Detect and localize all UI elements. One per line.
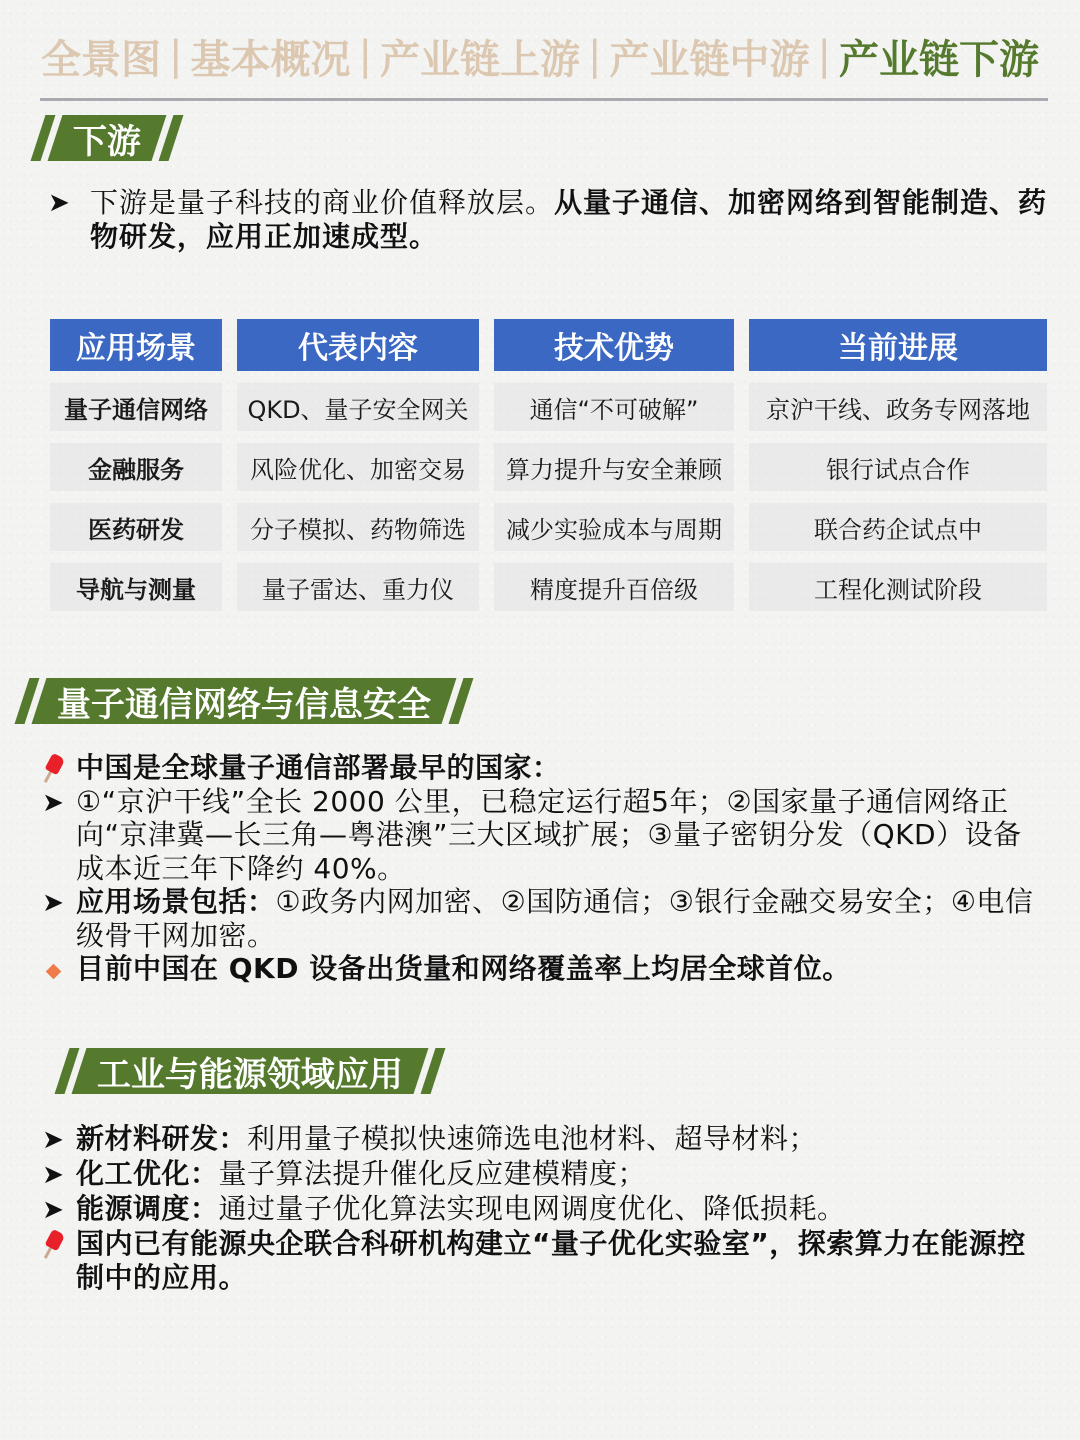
table-cell: 通信“不可破解” [494,383,734,431]
badge-title: 工业与能源领域应用 [97,1054,403,1095]
badge-body [32,678,457,724]
section-badge-industry-energy [62,1048,438,1094]
item-bold-text: 应用场景包括： [76,885,276,918]
header-divider [40,98,1048,101]
nav-tab-downstream[interactable]: 产业链下游 [838,36,1039,83]
badge-title: 量子通信网络与信息安全 [57,684,431,725]
item-bold-text: 目前中国在 QKD 设备出货量和网络覆盖率上均居全球首位。 [76,952,851,985]
table-header-progress: 当前进展 [749,319,1047,371]
nav-tab-basics[interactable]: 基本概况 [190,36,351,83]
nav-tab-midstream[interactable]: 产业链中游 [609,36,810,83]
arrow-icon: ➤ [42,1195,64,1225]
table-cell: 分子模拟、药物筛选 [237,503,479,551]
pushpin-icon [30,751,76,785]
table-cell: 减少实验成本与周期 [494,503,734,551]
item-text: 通过量子优化算法实现电网调度优化、降低损耗。 [218,1192,846,1225]
list-item [30,885,1040,952]
pushpin-icon [30,1227,76,1294]
list-item [30,1192,1040,1227]
intro-bold-text: 从量子通信、加密网络到智能制造、药物研发，应用正加速成型。 [90,186,1048,253]
arrow-icon: ➤ [42,1160,64,1190]
table-header-scenario: 应用场景 [50,319,222,371]
table-cell: 量子通信网络 [50,383,222,431]
section-badge-downstream [38,115,176,161]
arrow-icon: ➤ [42,888,64,918]
table-cell: 导航与测量 [50,563,222,611]
item-text: 量子算法提升催化反应建模精度； [218,1157,647,1190]
item-text: ①政务内网加密、②国防通信；③银行金融交易安全；④电信级骨干网加密。 [76,885,1034,952]
quantum-comm-list [30,751,1040,986]
table-header-advantage: 技术优势 [494,319,734,371]
section-badge-quantum-comm [22,678,466,724]
table-header-content: 代表内容 [237,319,479,371]
table-cell: QKD、量子安全网关 [237,383,479,431]
item-bold-text: 能源调度： [76,1192,219,1225]
list-item [30,1227,1040,1294]
arrow-icon: ➤ [48,188,70,218]
table-cell: 工程化测试阶段 [749,563,1047,611]
item-text: ①“京沪干线”全长 2000 公里，已稳定运行超5年；②国家量子通信网络正向“京津冀—长三角—粤港澳”三大区域扩展；③量子密钥分发（QKD）设备成本近三年下降约 40%。 [76,784,1022,885]
item-bold-text: 国内已有能源央企联合科研机构建立“量子优化实验室”，探索算力在能源控制中的应用。 [76,1227,1026,1294]
nav-separator: | [169,33,183,79]
table-cell: 银行试点合作 [749,443,1047,491]
nav-tab-upstream[interactable]: 产业链上游 [380,36,580,83]
table-cell: 量子雷达、重力仪 [237,563,479,611]
table-cell: 京沪干线、政务专网落地 [749,383,1047,431]
arrow-icon: ➤ [42,787,64,818]
list-item [30,751,1040,785]
nav-tab-overview[interactable]: 全景图 [41,36,162,83]
item-bold-text: 中国是全球量子通信部署最早的国家： [76,751,561,784]
nav-separator: | [817,33,831,79]
table-cell: 联合药企试点中 [749,503,1047,551]
table-cell: 风险优化、加密交易 [237,443,479,491]
intro-paragraph [48,186,1048,254]
list-item [30,1122,1040,1157]
diamond-icon [30,952,76,986]
table-cell: 算力提升与安全兼顾 [494,443,734,491]
nav-separator: | [588,33,602,79]
table-cell: 金融服务 [50,443,222,491]
list-item [30,952,1040,986]
badge-body [72,1048,429,1094]
badge-body [48,115,167,161]
list-item [30,1157,1040,1192]
item-text: 利用量子模拟快速筛选电池材料、超导材料； [247,1122,818,1155]
arrow-icon: ➤ [42,1125,64,1155]
list-item [30,785,1040,886]
top-nav [0,26,1080,86]
table-cell: 精度提升百倍级 [494,563,734,611]
badge-title: 下游 [73,121,141,162]
nav-separator: | [358,33,372,79]
item-bold-text: 化工优化： [76,1157,219,1190]
item-bold-text: 新材料研发： [76,1122,248,1155]
industry-energy-list [30,1122,1040,1294]
intro-normal-text: 下游是量子科技的商业价值释放层。 [90,186,555,219]
application-table [50,319,1048,611]
table-cell: 医药研发 [50,503,222,551]
